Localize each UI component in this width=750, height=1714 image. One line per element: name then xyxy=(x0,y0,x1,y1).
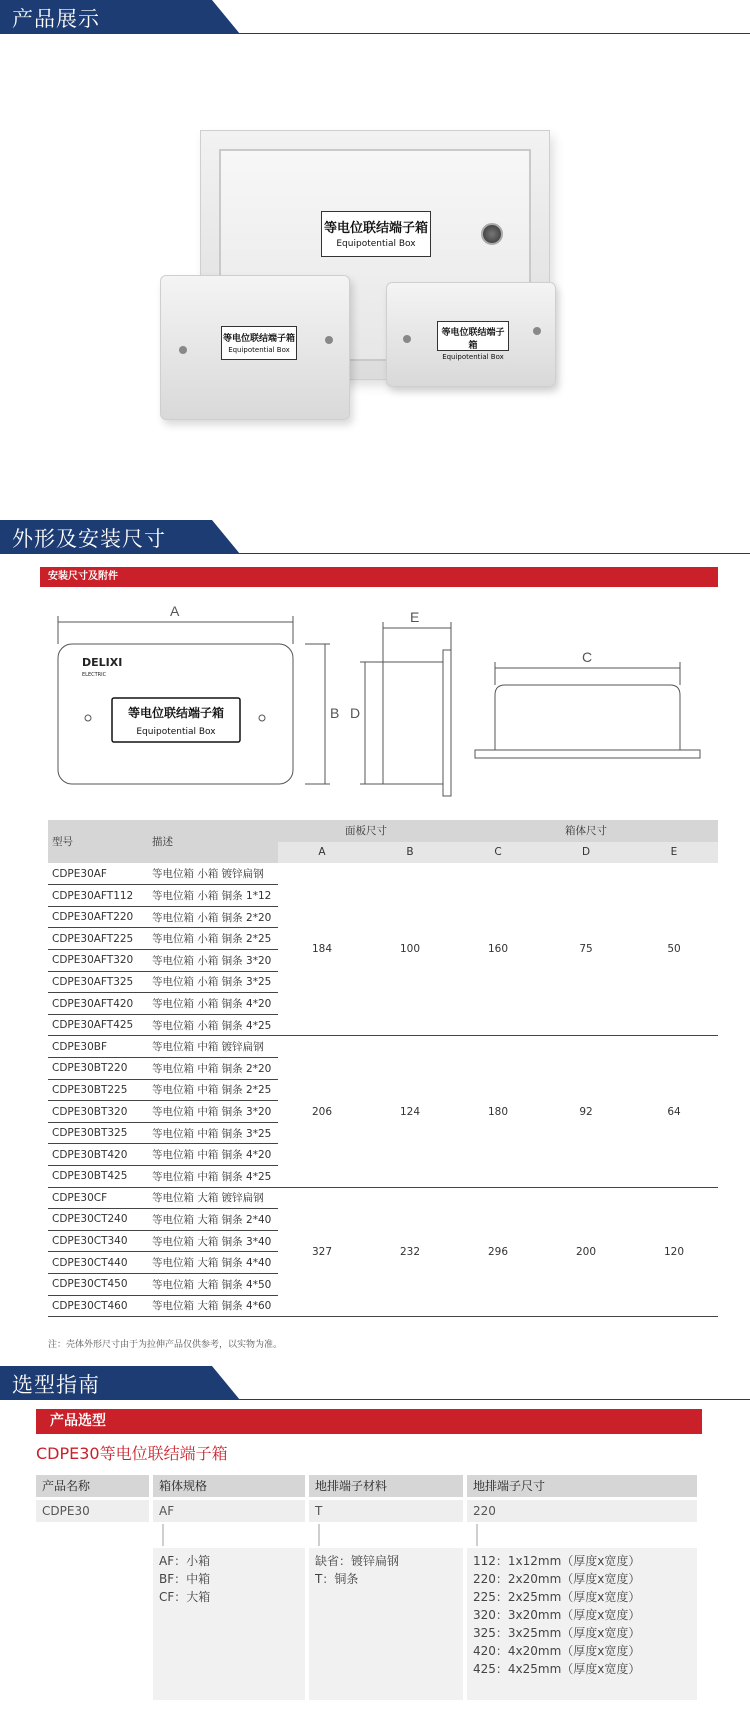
dim-cell: 296 xyxy=(454,1187,542,1317)
dim-cell: 184 xyxy=(278,863,366,1036)
model-cell: CDPE30BT320 xyxy=(48,1101,148,1123)
header-panel: 面板尺寸 xyxy=(278,820,454,842)
model-cell: CDPE30CF xyxy=(48,1187,148,1209)
desc-cell: 等电位箱 小箱 铜条 3*25 xyxy=(148,971,278,993)
desc-cell: 等电位箱 中箱 铜条 4*20 xyxy=(148,1144,278,1166)
material-options xyxy=(309,1548,463,1700)
size-option: 220：2x20mm（厚度x宽度） xyxy=(473,1572,641,1586)
desc-cell: 等电位箱 大箱 铜条 4*50 xyxy=(148,1273,278,1295)
dim-label-a: A xyxy=(170,603,180,619)
dim-cell: 327 xyxy=(278,1187,366,1317)
dimension-bar: 安装尺寸及附件 xyxy=(40,567,718,587)
label-en: Equipotential Box xyxy=(336,239,416,249)
desc-cell: 等电位箱 大箱 铜条 3*40 xyxy=(148,1230,278,1252)
brand-logo: DELIXI xyxy=(82,656,123,669)
dimension-diagram xyxy=(40,600,720,800)
desc-cell: 等电位箱 中箱 铜条 2*25 xyxy=(148,1079,278,1101)
dim-cell: 124 xyxy=(366,1036,454,1187)
table-row xyxy=(48,1187,718,1209)
desc-cell: 等电位箱 中箱 镀锌扁钢 xyxy=(148,1036,278,1058)
diagram-label-en: Equipotential Box xyxy=(136,727,216,737)
dim-label-c: C xyxy=(582,649,593,665)
desc-cell: 等电位箱 小箱 镀锌扁钢 xyxy=(148,863,278,885)
model-cell: CDPE30BT420 xyxy=(48,1144,148,1166)
header-desc: 描述 xyxy=(148,820,278,863)
model-cell: CDPE30AF xyxy=(48,863,148,885)
model-cell: CDPE30BT220 xyxy=(48,1058,148,1080)
header-col: B xyxy=(366,842,454,864)
dim-label-d: D xyxy=(350,705,361,721)
model-cell: CDPE30BF xyxy=(48,1036,148,1058)
desc-cell: 等电位箱 小箱 铜条 4*25 xyxy=(148,1014,278,1036)
material-option: 缺省：镀锌扁钢 xyxy=(315,1554,400,1568)
selection-title: CDPE30等电位联结端子箱 xyxy=(36,1444,228,1463)
dim-cell: 232 xyxy=(366,1187,454,1317)
product-photo xyxy=(160,120,600,460)
dim-cell: 92 xyxy=(542,1036,630,1187)
spec-table xyxy=(48,820,718,1317)
size-options xyxy=(467,1548,697,1700)
dim-cell: 160 xyxy=(454,863,542,1036)
arrow-down-icon xyxy=(318,1524,320,1546)
desc-cell: 等电位箱 中箱 铜条 2*20 xyxy=(148,1058,278,1080)
model-cell: CDPE30CT460 xyxy=(48,1295,148,1317)
model-cell: CDPE30AFT112 xyxy=(48,885,148,907)
model-cell: CDPE30AFT220 xyxy=(48,906,148,928)
model-cell: CDPE30BT325 xyxy=(48,1122,148,1144)
table-row xyxy=(48,1036,718,1058)
desc-cell: 等电位箱 小箱 铜条 4*20 xyxy=(148,993,278,1015)
model-cell: CDPE30AFT420 xyxy=(48,993,148,1015)
desc-cell: 等电位箱 大箱 铜条 2*40 xyxy=(148,1209,278,1231)
dim-cell: 120 xyxy=(630,1187,718,1317)
dim-cell: 206 xyxy=(278,1036,366,1187)
size-option: 420：4x20mm（厚度x宽度） xyxy=(473,1644,641,1658)
desc-cell: 等电位箱 小箱 铜条 2*20 xyxy=(148,906,278,928)
brand-sub: ELECTRIC xyxy=(82,672,107,678)
model-cell: CDPE30AFT425 xyxy=(48,1014,148,1036)
section-banner-product xyxy=(0,0,750,34)
desc-cell: 等电位箱 中箱 铜条 3*25 xyxy=(148,1122,278,1144)
sel-header-spec: 箱体规格 xyxy=(153,1475,305,1497)
header-col: D xyxy=(542,842,630,864)
dim-label-e: E xyxy=(410,609,420,625)
dim-label-b: B xyxy=(330,705,340,721)
table-note: 注：壳体外形尺寸由于为拉伸产品仅供参考，以实物为准。 xyxy=(48,1340,283,1350)
header-col: E xyxy=(630,842,718,864)
header-model: 型号 xyxy=(48,820,148,863)
lock-icon xyxy=(481,223,503,245)
model-cell: CDPE30BT225 xyxy=(48,1079,148,1101)
section-banner-dimensions xyxy=(0,520,750,554)
spec-option: AF：小箱 xyxy=(159,1554,211,1568)
model-cell: CDPE30BT425 xyxy=(48,1166,148,1188)
dim-cell: 180 xyxy=(454,1036,542,1187)
size-option: 112：1x12mm（厚度x宽度） xyxy=(473,1554,641,1568)
sel-value-name: CDPE30 xyxy=(36,1500,149,1522)
arrow-down-icon xyxy=(476,1524,478,1546)
model-cell: CDPE30CT440 xyxy=(48,1252,148,1274)
sel-header-size: 地排端子尺寸 xyxy=(467,1475,697,1497)
dim-cell: 50 xyxy=(630,863,718,1036)
sel-value-size: 220 xyxy=(467,1500,697,1522)
size-option: 320：3x20mm（厚度x宽度） xyxy=(473,1608,641,1622)
desc-cell: 等电位箱 小箱 铜条 1*12 xyxy=(148,885,278,907)
header-box: 箱体尺寸 xyxy=(454,820,718,842)
model-cell: CDPE30CT340 xyxy=(48,1230,148,1252)
small-box-right xyxy=(386,282,556,387)
diagram-label-cn: 等电位联结端子箱 xyxy=(127,706,225,720)
model-cell: CDPE30AFT320 xyxy=(48,950,148,972)
model-cell: CDPE30AFT325 xyxy=(48,971,148,993)
dim-cell: 75 xyxy=(542,863,630,1036)
dim-cell: 64 xyxy=(630,1036,718,1187)
model-cell: CDPE30CT450 xyxy=(48,1273,148,1295)
dim-cell: 100 xyxy=(366,863,454,1036)
arrow-down-icon xyxy=(162,1524,164,1546)
desc-cell: 等电位箱 小箱 铜条 3*20 xyxy=(148,950,278,972)
sel-value-spec: AF xyxy=(153,1500,305,1522)
size-option: 325：3x25mm（厚度x宽度） xyxy=(473,1626,641,1640)
product-label xyxy=(321,211,431,257)
model-cell: CDPE30AFT225 xyxy=(48,928,148,950)
desc-cell: 等电位箱 大箱 镀锌扁钢 xyxy=(148,1187,278,1209)
dim-cell: 200 xyxy=(542,1187,630,1317)
spec-options xyxy=(153,1548,305,1700)
spec-option: CF：大箱 xyxy=(159,1590,211,1604)
sel-value-material: T xyxy=(309,1500,463,1522)
desc-cell: 等电位箱 小箱 铜条 2*25 xyxy=(148,928,278,950)
table-row xyxy=(48,863,718,885)
header-col: A xyxy=(278,842,366,864)
desc-cell: 等电位箱 中箱 铜条 4*25 xyxy=(148,1166,278,1188)
section-title: 外形及安装尺寸 xyxy=(12,527,166,551)
material-option: T：铜条 xyxy=(315,1572,359,1586)
spec-option: BF：中箱 xyxy=(159,1572,211,1586)
product-label-small: 等电位联结端子箱 Equipotential Box xyxy=(437,321,509,351)
size-option: 225：2x25mm（厚度x宽度） xyxy=(473,1590,641,1604)
desc-cell: 等电位箱 大箱 铜条 4*60 xyxy=(148,1295,278,1317)
product-label-small: 等电位联结端子箱 Equipotential Box xyxy=(221,326,297,360)
small-box-left xyxy=(160,275,350,420)
section-title: 选型指南 xyxy=(12,1373,100,1397)
section-banner-selection xyxy=(0,1366,750,1400)
sel-header-name: 产品名称 xyxy=(36,1475,149,1497)
size-option: 425：4x25mm（厚度x宽度） xyxy=(473,1662,641,1676)
label-cn: 等电位联结端子箱 xyxy=(323,221,428,236)
desc-cell: 等电位箱 中箱 铜条 3*20 xyxy=(148,1101,278,1123)
section-title: 产品展示 xyxy=(12,7,100,31)
model-cell: CDPE30CT240 xyxy=(48,1209,148,1231)
sel-header-material: 地排端子材料 xyxy=(309,1475,463,1497)
selection-bar: 产品选型 xyxy=(36,1409,702,1434)
desc-cell: 等电位箱 大箱 铜条 4*40 xyxy=(148,1252,278,1274)
header-col: C xyxy=(454,842,542,864)
